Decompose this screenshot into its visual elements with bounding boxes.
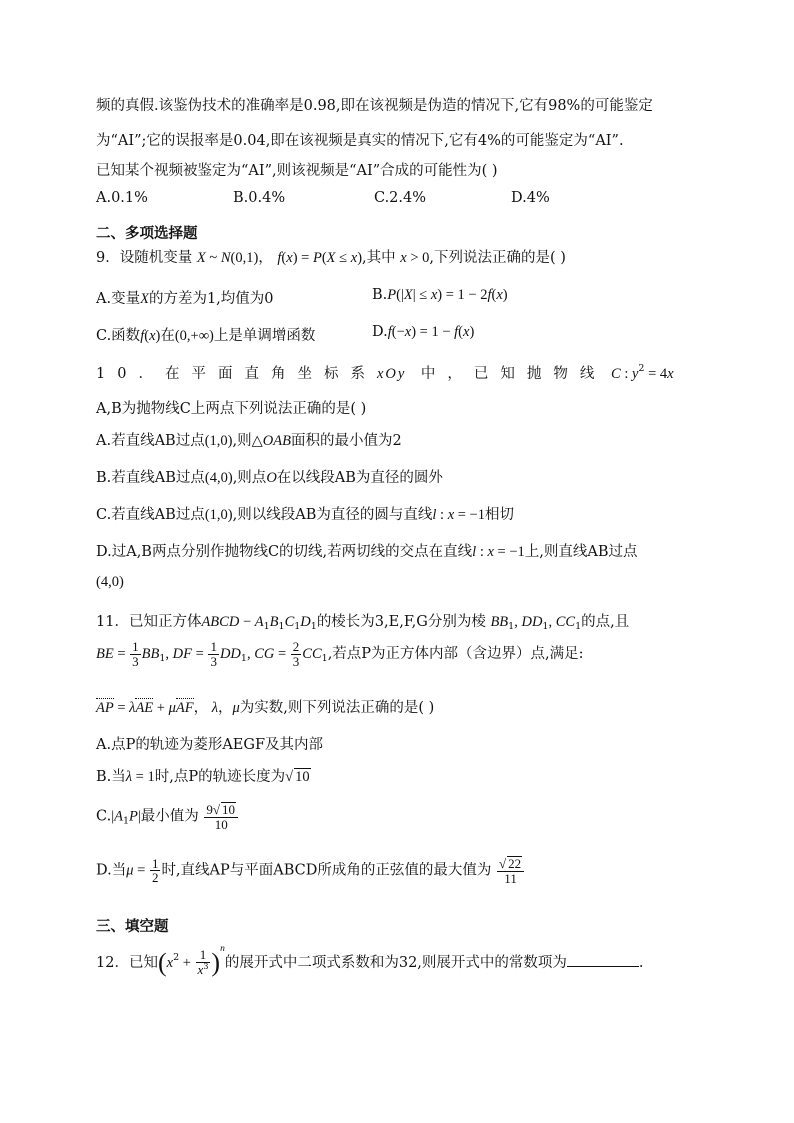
question-11-stem-line3: AP = λAE + μAF， λ，μ为实数,则下列说法正确的是( ) [96, 700, 435, 716]
section-heading-multiple-choice: 二、多项选择题 [96, 226, 198, 242]
question-10-option-d-line2: (4,0) [96, 574, 124, 590]
question-9-stem: 9．设随机变量 X ~ N(0,1)， f(x) = P(X ≤ x),其中 x > 0,下列说法正确的是( ) [96, 250, 566, 266]
question-11-option-a: A.点P的轨迹为菱形AEGF及其内部 [96, 737, 324, 753]
q8-option-c: C.2.4% [374, 190, 427, 206]
q8-line1: 频的真假.该鉴伪技术的准确率是0.98,即在该视频是伪造的情况下,它有98%的可能鉴定 [96, 98, 653, 114]
question-11-option-d: D.当μ = $\frac{1}{2}$ 时,直线AP与平面ABCD所成角的正弦值的最大值为 $\frac{√ 22}{11}$ [96, 856, 525, 885]
question-10-stem-line2: A,B为抛物线C上两点下列说法正确的是( ) [96, 401, 367, 417]
q8-option-b: B.0.4% [233, 190, 286, 206]
question-12-stem: 12．已知($x^2$ + $\frac{1}{x^3}$ )$^n$的展开式中二项式系数和为32,则展开式中的常数项为 . [96, 944, 644, 977]
question-9-option-b: B.P(|X| ≤ x) = 1 − 2f(x) [372, 287, 508, 303]
question-9-option-c: C.函数f(x)在(0,+∞)上是单调增函数 [96, 328, 316, 344]
question-9-option-a: A.变量X的方差为1,均值为0 [96, 291, 274, 307]
q8-line3: 已知某个视频被鉴定为“AI”,则该视频是“AI”合成的可能性为( ) [96, 163, 498, 179]
question-10-option-b: B.若直线AB过点(4,0),则点O在以线段AB为直径的圆外 [96, 470, 443, 486]
q8-option-a: A.0.1% [96, 190, 148, 206]
q8-line2: 为“AI”;它的误报率是0.04,即在该视频是真实的情况下,它有4%的可能鉴定为“AI”. [96, 133, 624, 149]
question-11-stem: 11．已知正方体ABCD − $A_1B_1C_1D_1$的棱长为3,E,F,G分别为棱 $BB_1$, $DD_1$, $CC_1$的点,且 [96, 614, 630, 632]
question-10-stem: 10．在平面直角坐标系xOy 中，已知抛物线 C : $y^2 = 4x$ [96, 363, 674, 382]
question-10-option-c: C.若直线AB过点(1,0),则以线段AB为直径的圆与直线l : x = −1相切 [96, 507, 514, 523]
question-10-option-d: D.过A,B两点分别作抛物线C的切线,若两切线的交点在直线l : x = −1上,则直线AB过点 [96, 544, 638, 560]
question-9-option-d: D.f(−x) = 1 − f(x) [372, 324, 475, 340]
question-11-option-b: B.当λ = 1时,点P的轨迹长度为√ 10 [96, 769, 310, 785]
question-11-option-c: $C.|A_1P|$最小值为 $\frac{9√ 10}{10}$ [96, 802, 239, 831]
q8-option-d: D.4% [511, 190, 550, 206]
answer-blank[interactable] [567, 954, 639, 967]
question-11-stem-line2: BE = $\frac{1}{3}$ $BB_1$, DF = $\frac{1}{3}$ $DD_1$, CG = $\frac{2}{3}$ $CC_1$,若点P为正方体内部（含边界）点,满足: [96, 639, 584, 669]
question-10-option-a: A.若直线AB过点(1,0),则△OAB面积的最小值为2 [96, 433, 402, 449]
section-heading-fill-in: 三、填空题 [96, 919, 169, 935]
